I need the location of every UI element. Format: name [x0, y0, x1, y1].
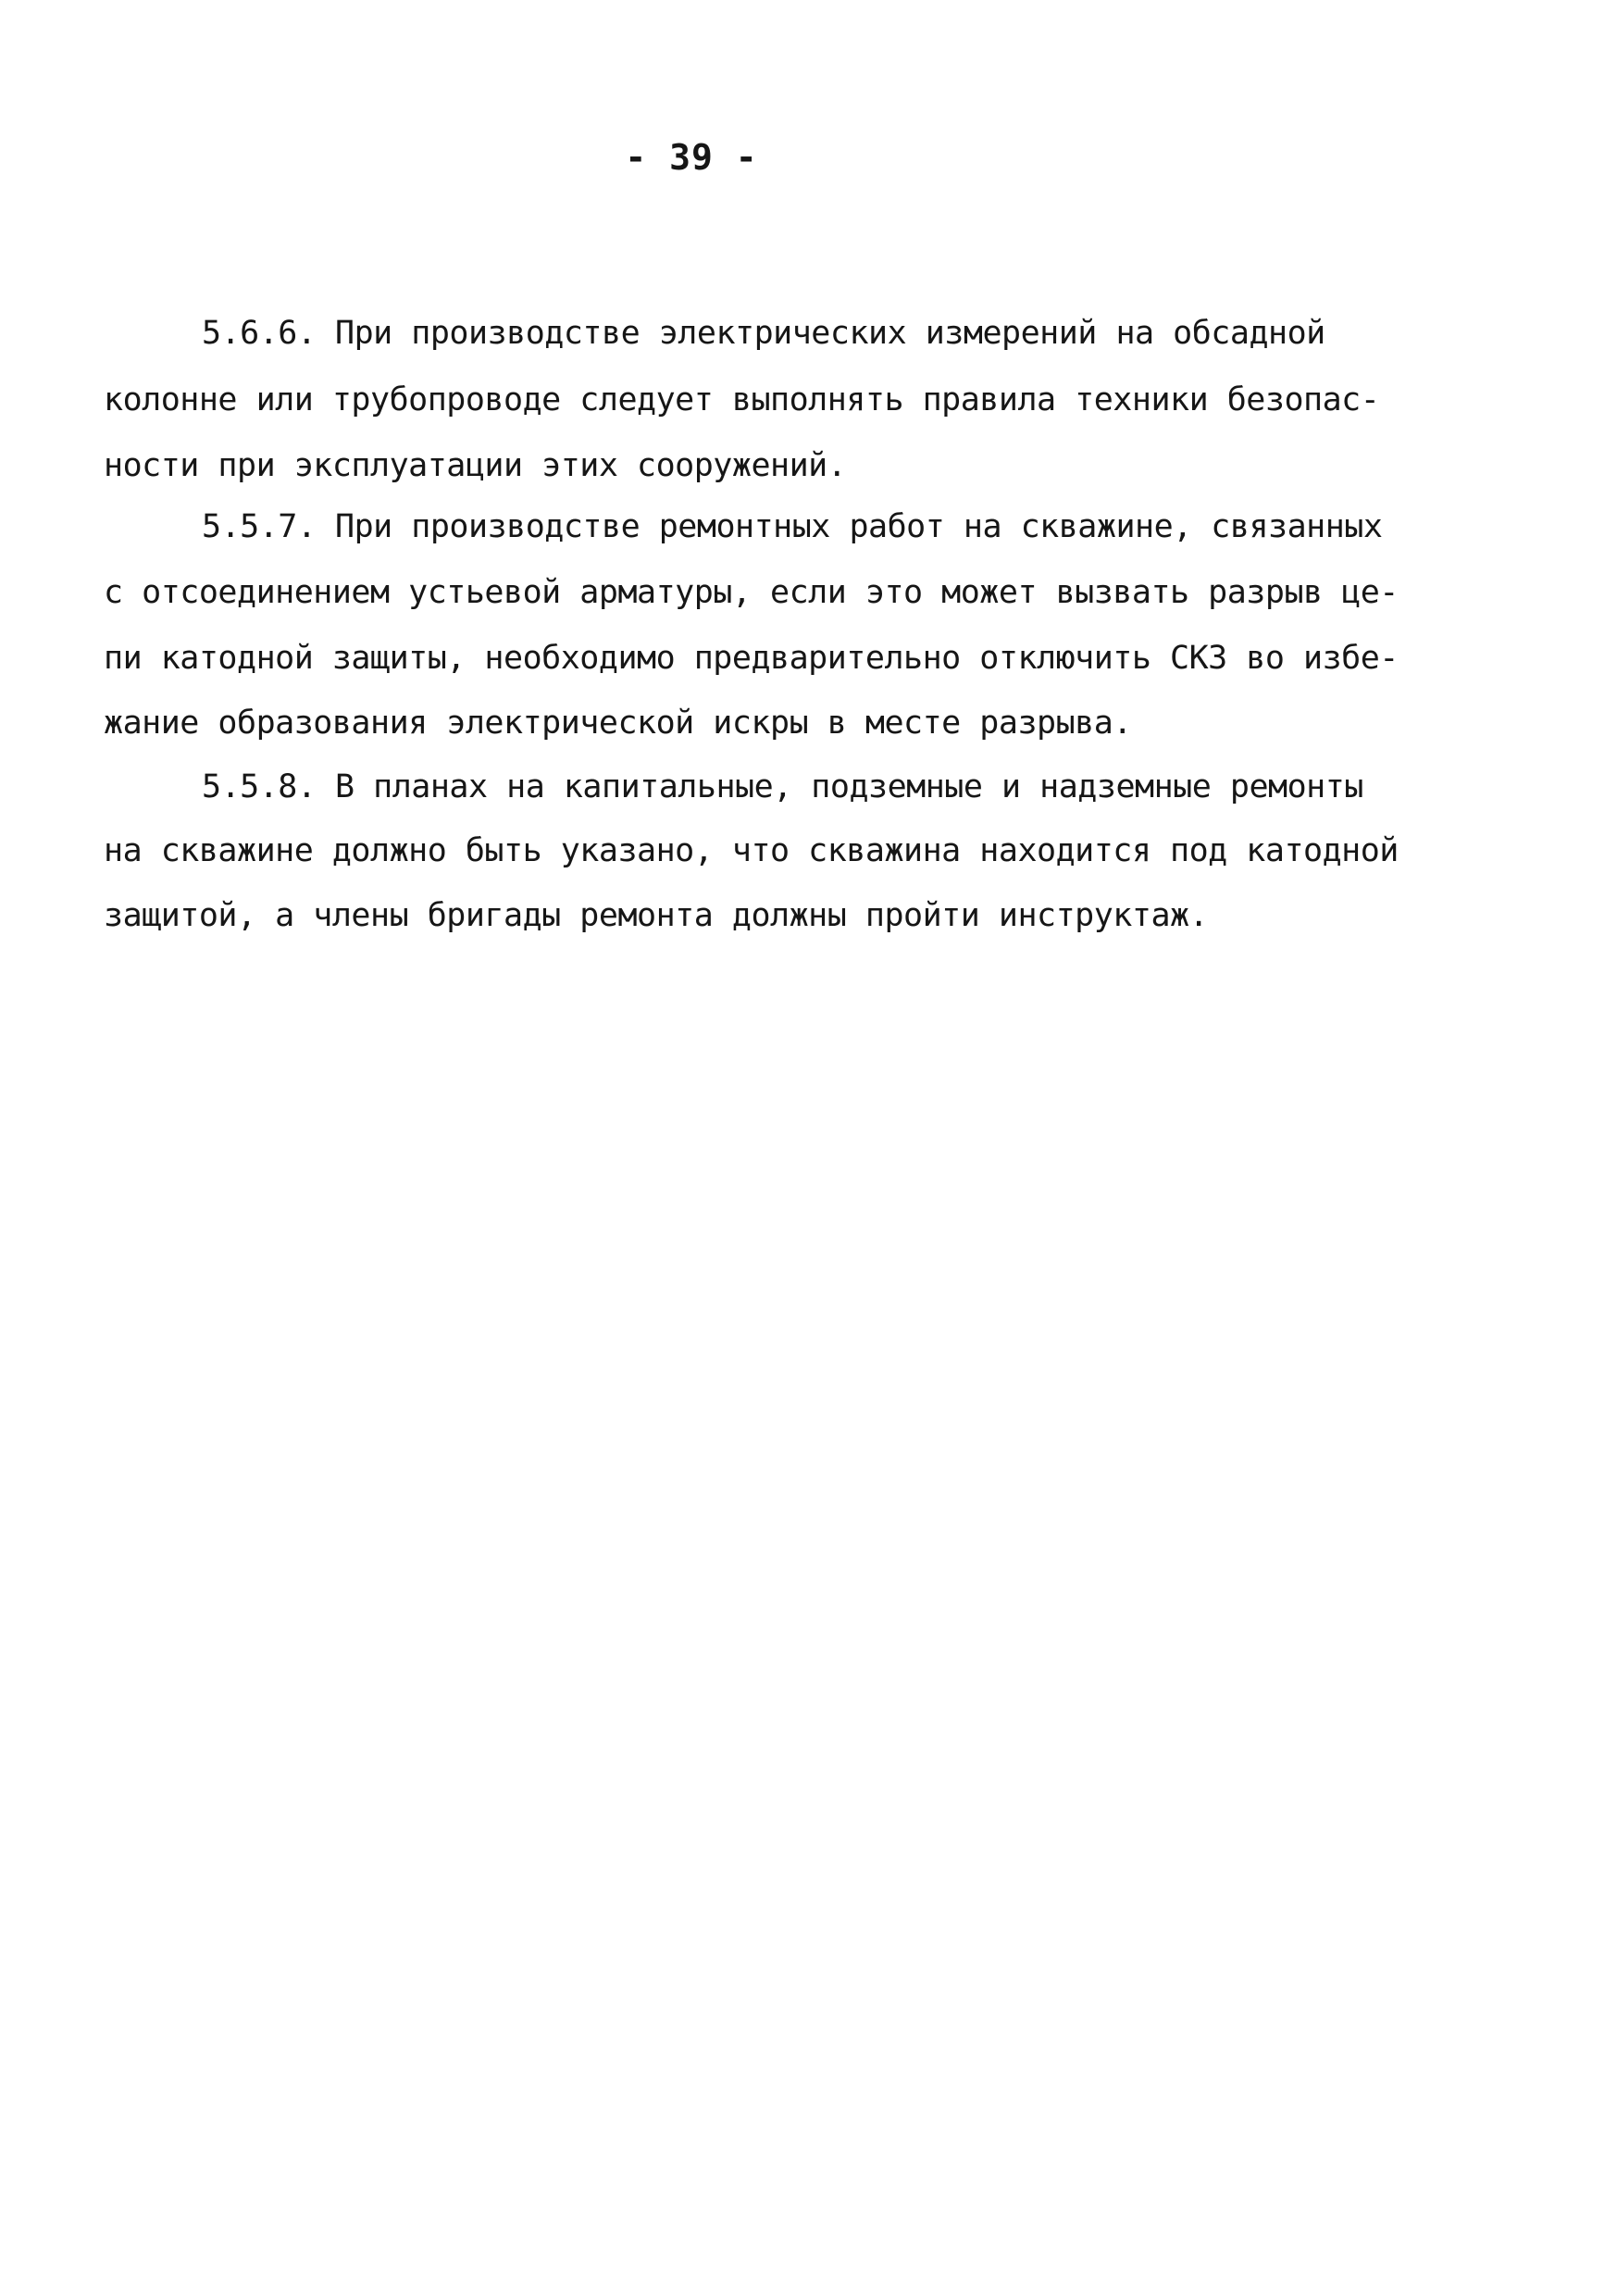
paragraph-line: защитой, а члены бригады ремонта должны пройти инструктаж. — [104, 897, 1209, 934]
paragraph-line: с отсоединением устьевой арматуры, если это может вызвать разрыв це- — [104, 574, 1399, 611]
paragraph-line: на скважине должно быть указано, что скважина находится под катодной — [104, 832, 1399, 869]
paragraph-line: пи катодной защиты, необходимо предварительно отключить СКЗ во избе- — [104, 640, 1399, 677]
paragraph-line: 5.5.8. В планах на капитальные, подземные и надземные ремонты — [202, 768, 1363, 805]
paragraph-line: колонне или трубопроводе следует выполнять правила техники безопас- — [104, 381, 1380, 418]
paragraph-line: 5.5.7. При производстве ремонтных работ на скважине, связанных — [202, 508, 1383, 545]
paragraph-line: жание образования электрической искры в месте разрыва. — [104, 705, 1132, 742]
page-number: - 39 - — [625, 137, 758, 178]
paragraph-line: 5.6.6. При производстве электрических измерений на обсадной — [202, 315, 1325, 352]
paragraph-line: ности при эксплуатации этих сооружений. — [104, 447, 847, 484]
